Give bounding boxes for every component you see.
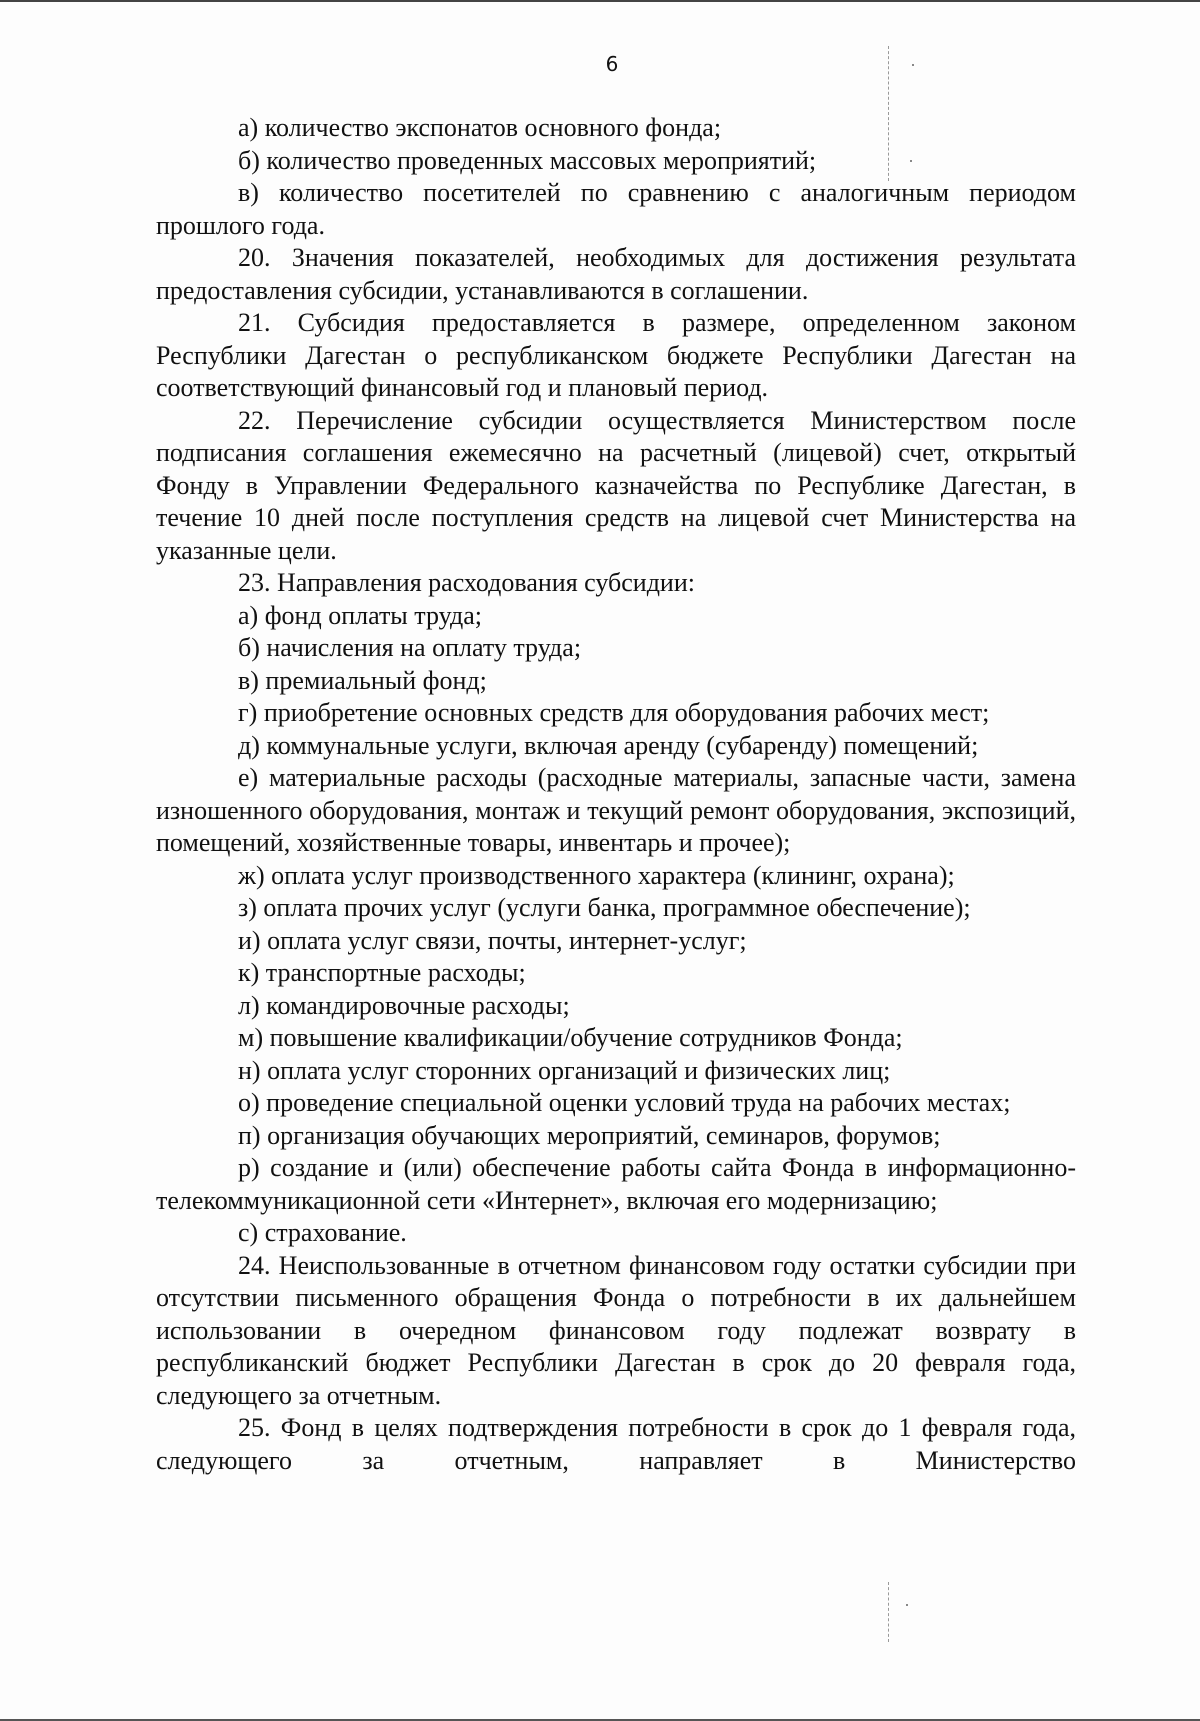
list-item: л) командировочные расходы; (238, 990, 570, 1020)
paragraph: 22. Перечисление субсидии осуществляется Министерством после подписания соглашения ежемесячно на расчетный (лицевой) счет, открытый Фонду в Управлении Федерального казначейства по Республике Дагестан, в течение 10 дней после поступления средств на лицевой счет Министерства на указанные цели. (156, 405, 1076, 565)
list-item: и) оплата услуг связи, почты, интернет-услуг; (238, 925, 747, 955)
list-item: м) повышение квалификации/обучение сотрудников Фонда; (238, 1023, 903, 1052)
paragraph: а) количество экспонатов основного фонда; (238, 113, 722, 142)
list-item: о) проведение специальной оценки условий труда на рабочих местах; (238, 1088, 1011, 1117)
document-body (156, 112, 1076, 1477)
list-item: д) коммунальные услуги, включая аренду (субаренду) помещений; (238, 730, 979, 760)
paragraph: 24. Неиспользованные в отчетном финансовом году остатки субсидии при отсутствии письменного обращения Фонда о потребности в их дальнейшем использовании в очередном финансовом году подлежат возврату в республиканский бюджет Республики Дагестан в срок до 20 февраля года, следующего за отчетным. (156, 1250, 1076, 1410)
list-item: е) материальные расходы (расходные материалы, запасные части, замена изношенного оборудования, монтаж и текущий ремонт оборудования, экспозиций, помещений, хозяйственные товары, инвентарь и прочее); (156, 763, 1076, 857)
list-item: а) фонд оплаты труда; (238, 600, 482, 630)
paragraph: 25. Фонд в целях подтверждения потребности в срок до 1 февраля года, следующего за отчетным, направляет в Министерство (156, 1413, 1076, 1475)
list-item: б) начисления на оплату труда; (238, 633, 582, 662)
list-item: г) приобретение основных средств для оборудования рабочих мест; (238, 698, 990, 727)
list-item: н) оплата услуг сторонних организаций и физических лиц; (238, 1055, 891, 1085)
list-item: с) страхование. (238, 1218, 407, 1247)
paragraph: 21. Субсидия предоставляется в размере, определенном законом Республики Дагестан о республиканском бюджете Республики Дагестан на соответствующий финансовый год и плановый период. (156, 308, 1076, 402)
scan-artifact-line (888, 1582, 889, 1642)
page-number: 6 (605, 52, 619, 76)
list-item: п) организация обучающих мероприятий, семинаров, форумов; (238, 1120, 941, 1150)
paragraph: 20. Значения показателей, необходимых для достижения результата предоставления субсидии, устанавливаются в соглашении. (156, 243, 1076, 305)
list-item: з) оплата прочих услуг (услуги банка, программное обеспечение); (238, 893, 971, 922)
list-item: р) создание и (или) обеспечение работы сайта Фонда в информационно-телекоммуникационной сети «Интернет», включая его модернизацию; (156, 1153, 1076, 1215)
paragraph: в) количество посетителей по сравнению с аналогичным периодом прошлого года. (156, 178, 1076, 240)
paragraph: б) количество проведенных массовых мероприятий; (238, 145, 817, 175)
scan-artifact-dot (906, 1604, 908, 1606)
scan-artifact-dot (912, 64, 914, 66)
list-item: в) премиальный фонд; (238, 665, 487, 695)
list-item: ж) оплата услуг производственного характера (клининг, охрана); (238, 860, 955, 890)
list-item: к) транспортные расходы; (238, 958, 526, 987)
paragraph: 23. Направления расходования субсидии: (238, 568, 695, 597)
